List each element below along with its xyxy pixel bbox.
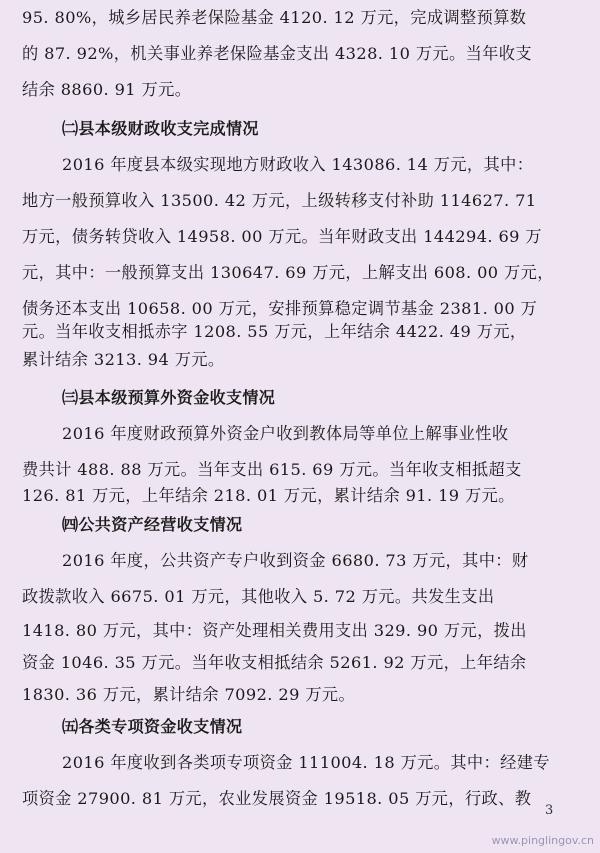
- section-heading: ㈡县本级财政收支完成情况: [62, 119, 259, 138]
- text-line: 1418. 80 万元，其中：资产处理相关费用支出 329. 90 万元，拨出: [22, 621, 527, 640]
- section-heading: ㈤各类专项资金收支情况: [62, 717, 243, 736]
- text-line: 费共计 488. 88 万元。当年支出 615. 69 万元。当年收支相抵超支: [22, 460, 522, 479]
- text-line: 2016 年度财政预算外资金户收到教体局等单位上解事业性收: [62, 424, 509, 443]
- text-line: 债务还本支出 10658. 00 万元，安排预算稳定调节基金 2381. 00 万: [22, 299, 538, 318]
- text-line: 126. 81 万元，上年结余 218. 01 万元，累计结余 91. 19 万元。: [22, 486, 515, 505]
- text-line: 结余 8860. 91 万元。: [22, 80, 192, 99]
- text-line: 2016 年度，公共资产专户收到资金 6680. 73 万元，其中：财: [62, 551, 529, 570]
- text-line: 元，其中：一般预算支出 130647. 69 万元，上解支出 608. 00 万元，: [22, 263, 554, 282]
- text-line: 万元，债务转贷收入 14958. 00 万元。当年财政支出 144294. 69 万: [22, 227, 543, 246]
- text-line: 资金 1046. 35 万元。当年收支相抵结余 5261. 92 万元，上年结余: [22, 653, 527, 672]
- text-line: 累计结余 3213. 94 万元。: [22, 350, 225, 369]
- text-line: 1830. 36 万元，累计结余 7092. 29 万元。: [22, 685, 356, 704]
- section-heading: ㈢县本级预算外资金收支情况: [62, 388, 276, 407]
- section-heading: ㈣公共资产经营收支情况: [62, 515, 243, 534]
- text-line: 2016 年度收到各类项专项资金 111004. 18 万元。其中：经建专: [62, 753, 550, 772]
- text-line: 的 87. 92%，机关事业养老保险基金支出 4328. 10 万元。当年收支: [22, 44, 532, 63]
- text-line: 地方一般预算收入 13500. 42 万元，上级转移支付补助 114627. 71: [22, 191, 537, 210]
- text-line: 元。当年收支相抵赤字 1208. 55 万元，上年结余 4422. 49 万元，: [22, 322, 527, 341]
- text-line: 政拨款收入 6675. 01 万元，其他收入 5. 72 万元。共发生支出: [22, 587, 495, 606]
- page-number: 3: [545, 803, 554, 818]
- text-line: 项资金 27900. 81 万元，农业发展资金 19518. 05 万元，行政、教: [22, 789, 532, 808]
- site-watermark: www.pinglingov.cn: [491, 834, 594, 847]
- text-line: 95. 80%，城乡居民养老保险基金 4120. 12 万元，完成调整预算数: [22, 8, 527, 27]
- text-line: 2016 年度县本级实现地方财政收入 143086. 14 万元，其中：: [62, 155, 534, 174]
